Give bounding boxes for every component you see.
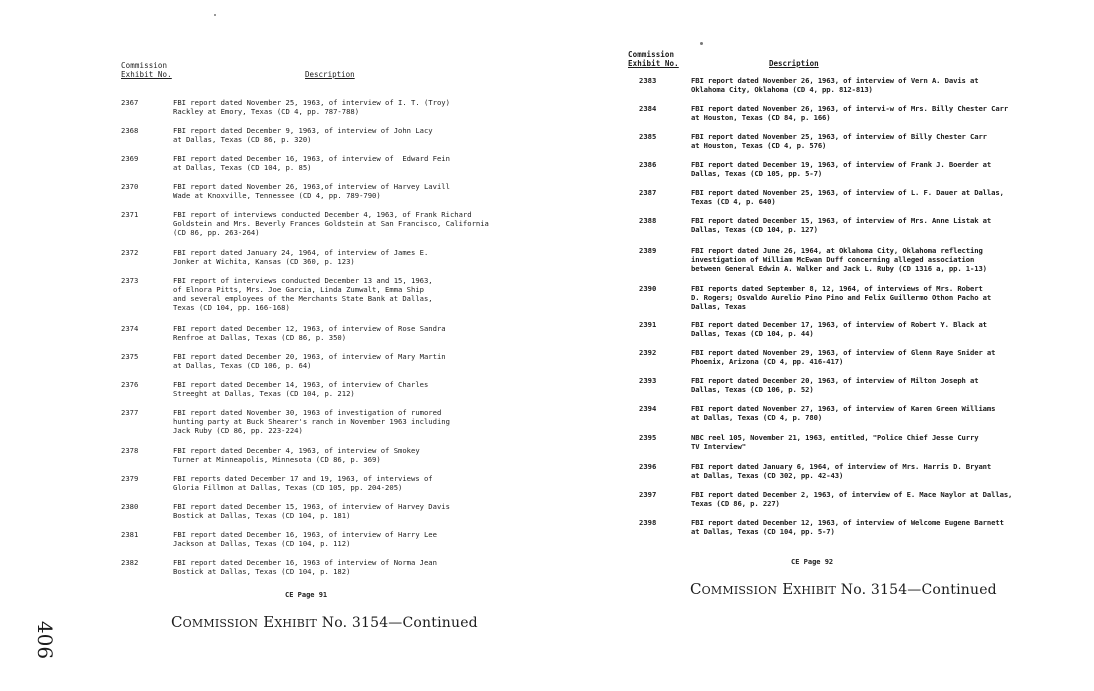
exhibit-description [173, 276, 433, 312]
description-line: Dallas, Texas (CD 105, pp. 5-7) [691, 169, 823, 178]
description-line: FBI reports dated September 8, 12, 1964, of interviews of Mrs. Robert [691, 284, 983, 293]
exhibit-description [691, 104, 1008, 122]
description-line: at Dallas, Texas (CD 4, p. 780) [691, 413, 823, 422]
description-line: FBI report dated December 9, 1963, of interview of John Lacy [173, 126, 433, 135]
column-header-description: Description [769, 59, 819, 68]
description-line: FBI report dated November 27, 1963, of interview of Karen Green Williams [691, 404, 996, 413]
description-line: Dallas, Texas (CD 104, p. 44) [691, 329, 814, 338]
exhibit-number: 2370 [121, 182, 139, 191]
exhibit-number: 2390 [639, 284, 657, 293]
description-line: FBI report dated November 26, 1963, of intervi-w of Mrs. Billy Chester Carr [691, 104, 1009, 113]
description-line: Jack Ruby (CD 86, pp. 223-224) [173, 426, 303, 435]
exhibit-description [173, 380, 428, 398]
exhibit-description [173, 98, 450, 116]
description-line: Texas (CD 4, p. 640) [691, 197, 776, 206]
exhibit-description [691, 216, 991, 234]
exhibit-number: 2377 [121, 408, 139, 417]
footer-prefix: Commission Exhibit [171, 613, 318, 631]
exhibit-number: 2371 [121, 210, 139, 219]
exhibit-description [173, 126, 433, 144]
description-line: FBI report dated November 26, 1963, of interview of Vern A. Davis at [691, 76, 979, 85]
right-page [560, 0, 1094, 691]
exhibit-number: 2378 [121, 446, 139, 455]
description-line: at Dallas, Texas (CD 104, p. 85) [173, 163, 312, 172]
exhibit-number: 2392 [639, 348, 657, 357]
description-line: FBI report dated November 25, 1963, of interview of Billy Chester Carr [691, 132, 987, 141]
exhibit-number: 2381 [121, 530, 139, 539]
description-line: Rackley at Emory, Texas (CD 4, pp. 787-788) [173, 107, 360, 116]
column-header-exhibit [121, 61, 172, 79]
exhibit-description [691, 518, 1004, 536]
exhibit-number: 2397 [639, 490, 657, 499]
description-line: Jonker at Wichita, Kansas (CD 360, p. 123) [173, 257, 355, 266]
description-line: FBI report dated December 20, 1963, of interview of Milton Joseph at [691, 376, 979, 385]
description-line: Jackson at Dallas, Texas (CD 104, p. 112) [173, 539, 351, 548]
description-line: FBI report of interviews conducted December 4, 1963, of Frank Richard [173, 210, 472, 219]
description-line: FBI report dated January 24, 1964, of interview of James E. [173, 248, 429, 257]
description-line: FBI report dated December 19, 1963, of interview of Frank J. Boerder at [691, 160, 992, 169]
exhibit-description [173, 558, 437, 576]
exhibit-number: 2389 [639, 246, 657, 255]
exhibit-description [173, 502, 450, 520]
description-line: Renfroe at Dallas, Texas (CD 86, p. 350) [173, 333, 347, 342]
description-line: at Houston, Texas (CD 84, p. 166) [691, 113, 831, 122]
description-line: at Dallas, Texas (CD 86, p. 320) [173, 135, 312, 144]
description-line: (CD 86, pp. 263-264) [173, 228, 260, 237]
description-line: FBI report dated December 2, 1963, of interview of E. Mace Naylor at Dallas, [691, 490, 1013, 499]
footer-prefix: Commission Exhibit [690, 580, 837, 598]
exhibit-description [691, 76, 978, 94]
description-line: FBI report dated December 14, 1963, of interview of Charles [173, 380, 429, 389]
exhibit-description [173, 530, 437, 548]
exhibit-description [173, 182, 450, 200]
exhibit-number: 2387 [639, 188, 657, 197]
description-line: investigation of William McEwan Duff concerning alleged association [691, 255, 975, 264]
exhibit-description [691, 320, 987, 338]
exhibit-number: 2372 [121, 248, 139, 257]
description-line: at Dallas, Texas (CD 106, p. 64) [173, 361, 312, 370]
description-line: Dallas, Texas [691, 302, 746, 311]
description-line: FBI report dated December 16, 1963 of interview of Norma Jean [173, 558, 437, 567]
exhibit-number: 2380 [121, 502, 139, 511]
description-line: FBI report dated December 16, 1963, of interview of Edward Fein [173, 154, 450, 163]
exhibit-description [173, 352, 446, 370]
exhibit-number: 2368 [121, 126, 139, 135]
description-line: FBI report dated June 26, 1964, at Oklahoma City, Oklahoma reflecting [691, 246, 983, 255]
footer-caption [690, 580, 997, 598]
footer-caption [171, 613, 478, 631]
exhibit-number: 2376 [121, 380, 139, 389]
exhibit-number: 2388 [639, 216, 657, 225]
page-label: CE Page 92 [791, 558, 834, 566]
description-line: FBI report dated November 25, 1963, of interview of I. T. (Troy) [173, 98, 450, 107]
description-line: Bostick at Dallas, Texas (CD 104, p. 181) [173, 511, 351, 520]
description-line: FBI reports dated December 17 and 19, 1963, of interviews of [173, 474, 433, 483]
description-line: FBI report dated December 12, 1963, of interview of Rose Sandra [173, 324, 446, 333]
description-line: FBI report dated December 20, 1963, of interview of Mary Martin [173, 352, 446, 361]
description-line: FBI report dated November 25, 1963, of interview of L. F. Dauer at Dallas, [691, 188, 1004, 197]
exhibit-description [691, 188, 1004, 206]
description-line: Texas (CD 86, p. 227) [691, 499, 780, 508]
description-line: FBI report dated November 30, 1963 of investigation of rumored [173, 408, 442, 417]
scan-speck [214, 14, 216, 16]
commission-label: Commission [121, 61, 168, 70]
exhibit-no-label: Exhibit No. [628, 59, 679, 68]
description-line: Dallas, Texas (CD 104, p. 127) [691, 225, 818, 234]
exhibit-number: 2383 [639, 76, 657, 85]
scan-speck [700, 42, 703, 45]
description-line: FBI report dated December 16, 1963, of interview of Harry Lee [173, 530, 437, 539]
exhibit-description [691, 376, 978, 394]
description-line: Turner at Minneapolis, Minnesota (CD 86, p. 369) [173, 455, 381, 464]
description-line: FBI report dated November 29, 1963, of interview of Glenn Raye Snider at [691, 348, 996, 357]
description-line: between General Edwin A. Walker and Jack L. Ruby (CD 1316 a, pp. 1-13) [691, 264, 987, 273]
footer-suffix: No. 3154—Continued [317, 615, 478, 631]
exhibit-description [173, 446, 420, 464]
exhibit-number: 2375 [121, 352, 139, 361]
exhibit-number: 2391 [639, 320, 657, 329]
exhibit-description [691, 160, 991, 178]
exhibit-number: 2386 [639, 160, 657, 169]
description-line: FBI report dated December 12, 1963, of interview of Welcome Eugene Barnett [691, 518, 1004, 527]
exhibit-description [173, 474, 433, 492]
exhibit-description [691, 433, 978, 451]
description-line: Gloria Fillmon at Dallas, Texas (CD 105, pp. 204-205) [173, 483, 403, 492]
exhibit-description [173, 324, 446, 342]
exhibit-no-label: Exhibit No. [121, 70, 172, 79]
exhibit-description [691, 284, 991, 311]
description-line: at Dallas, Texas (CD 104, pp. 5-7) [691, 527, 835, 536]
description-line: and several employees of the Merchants State Bank at Dallas, [173, 294, 433, 303]
exhibit-description [691, 246, 987, 273]
exhibit-number: 2385 [639, 132, 657, 141]
exhibit-description [691, 132, 987, 150]
description-line: NBC reel 105, November 21, 1963, entitled, "Police Chief Jesse Curry [691, 433, 979, 442]
exhibit-description [691, 404, 995, 422]
description-line: Dallas, Texas (CD 106, p. 52) [691, 385, 814, 394]
description-line: FBI report dated November 26, 1963,of interview of Harvey Lavill [173, 182, 450, 191]
description-line: Bostick at Dallas, Texas (CD 104, p. 182) [173, 567, 351, 576]
column-header-exhibit [628, 50, 679, 68]
exhibit-number: 2367 [121, 98, 139, 107]
exhibit-description [691, 348, 995, 366]
exhibit-number: 2369 [121, 154, 139, 163]
exhibit-number: 2398 [639, 518, 657, 527]
exhibit-number: 2374 [121, 324, 139, 333]
description-line: at Houston, Texas (CD 4, p. 576) [691, 141, 827, 150]
exhibit-description [173, 154, 450, 172]
exhibit-description [691, 490, 1012, 508]
exhibit-number: 2379 [121, 474, 139, 483]
exhibit-number: 2395 [639, 433, 657, 442]
description-line: at Dallas, Texas (CD 302, pp. 42-43) [691, 471, 844, 480]
description-line: Streeght at Dallas, Texas (CD 104, p. 212) [173, 389, 355, 398]
exhibit-number: 2394 [639, 404, 657, 413]
description-line: FBI report dated December 15, 1963, of interview of Harvey Davis [173, 502, 450, 511]
exhibit-number: 2373 [121, 276, 139, 285]
description-line: FBI report dated December 15, 1963, of interview of Mrs. Anne Listak at [691, 216, 992, 225]
column-header-description: Description [305, 70, 355, 79]
exhibit-description [691, 462, 991, 480]
description-line: TV Interview" [691, 442, 746, 451]
description-line: Wade at Knoxville, Tennessee (CD 4, pp. 789-790) [173, 191, 381, 200]
description-line: FBI report of interviews conducted December 13 and 15, 1963, [173, 276, 433, 285]
description-line: FBI report dated December 17, 1963, of interview of Robert Y. Black at [691, 320, 987, 329]
margin-page-number: 406 [33, 620, 58, 660]
description-line: D. Rogers; Osvaldo Aurelio Pino Pino and Felix Guillermo Othon Pacho at [691, 293, 992, 302]
exhibit-number: 2384 [639, 104, 657, 113]
exhibit-description [173, 408, 450, 435]
description-line: FBI report dated December 4, 1963, of interview of Smokey [173, 446, 420, 455]
description-line: of Elnora Pitts, Mrs. Joe Garcia, Linda Zumwalt, Emma Ship [173, 285, 424, 294]
exhibit-number: 2393 [639, 376, 657, 385]
exhibit-number: 2396 [639, 462, 657, 471]
description-line: Phoenix, Arizona (CD 4, pp. 416-417) [691, 357, 844, 366]
exhibit-description [173, 210, 489, 237]
description-line: Texas (CD 104, pp. 166-168) [173, 303, 290, 312]
description-line: Goldstein and Mrs. Beverly Frances Goldstein at San Francisco, California [173, 219, 489, 228]
commission-label: Commission [628, 50, 675, 59]
exhibit-number: 2382 [121, 558, 139, 567]
page-label: CE Page 91 [285, 591, 328, 599]
footer-suffix: No. 3154—Continued [836, 582, 997, 598]
exhibit-description [173, 248, 428, 266]
description-line: FBI report dated January 6, 1964, of interview of Mrs. Harris D. Bryant [691, 462, 992, 471]
description-line: hunting party at Buck Shearer's ranch in November 1963 including [173, 417, 450, 426]
description-line: Oklahoma City, Oklahoma (CD 4, pp. 812-813) [691, 85, 873, 94]
